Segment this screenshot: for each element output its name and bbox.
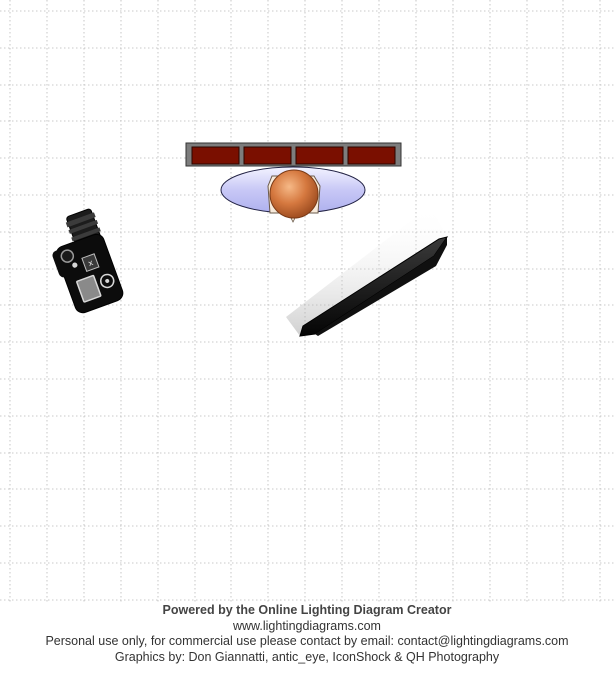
- stripbox-icon[interactable]: [286, 206, 447, 336]
- footer-notice: Personal use only, for commercial use please contact by email: contact@lightingdiagrams.com: [45, 634, 569, 648]
- camera-info-mark: x: [86, 258, 95, 269]
- subject-person-icon[interactable]: [221, 167, 365, 222]
- light-panel: [348, 147, 395, 164]
- footer-title: Powered by the Online Lighting Diagram Creator: [162, 603, 452, 617]
- diagram-footer: [0, 603, 614, 665]
- subject-head: [270, 170, 318, 218]
- background-strip-lights[interactable]: [186, 143, 401, 166]
- footer-credits: Graphics by: Don Giannatti, antic_eye, IconShock & QH Photography: [114, 649, 500, 664]
- light-panel: [244, 147, 291, 164]
- light-panel: [192, 147, 239, 164]
- light-panel: [296, 147, 343, 164]
- footer-url[interactable]: www.lightingdiagrams.com: [233, 618, 381, 633]
- camera-icon[interactable]: [42, 208, 126, 317]
